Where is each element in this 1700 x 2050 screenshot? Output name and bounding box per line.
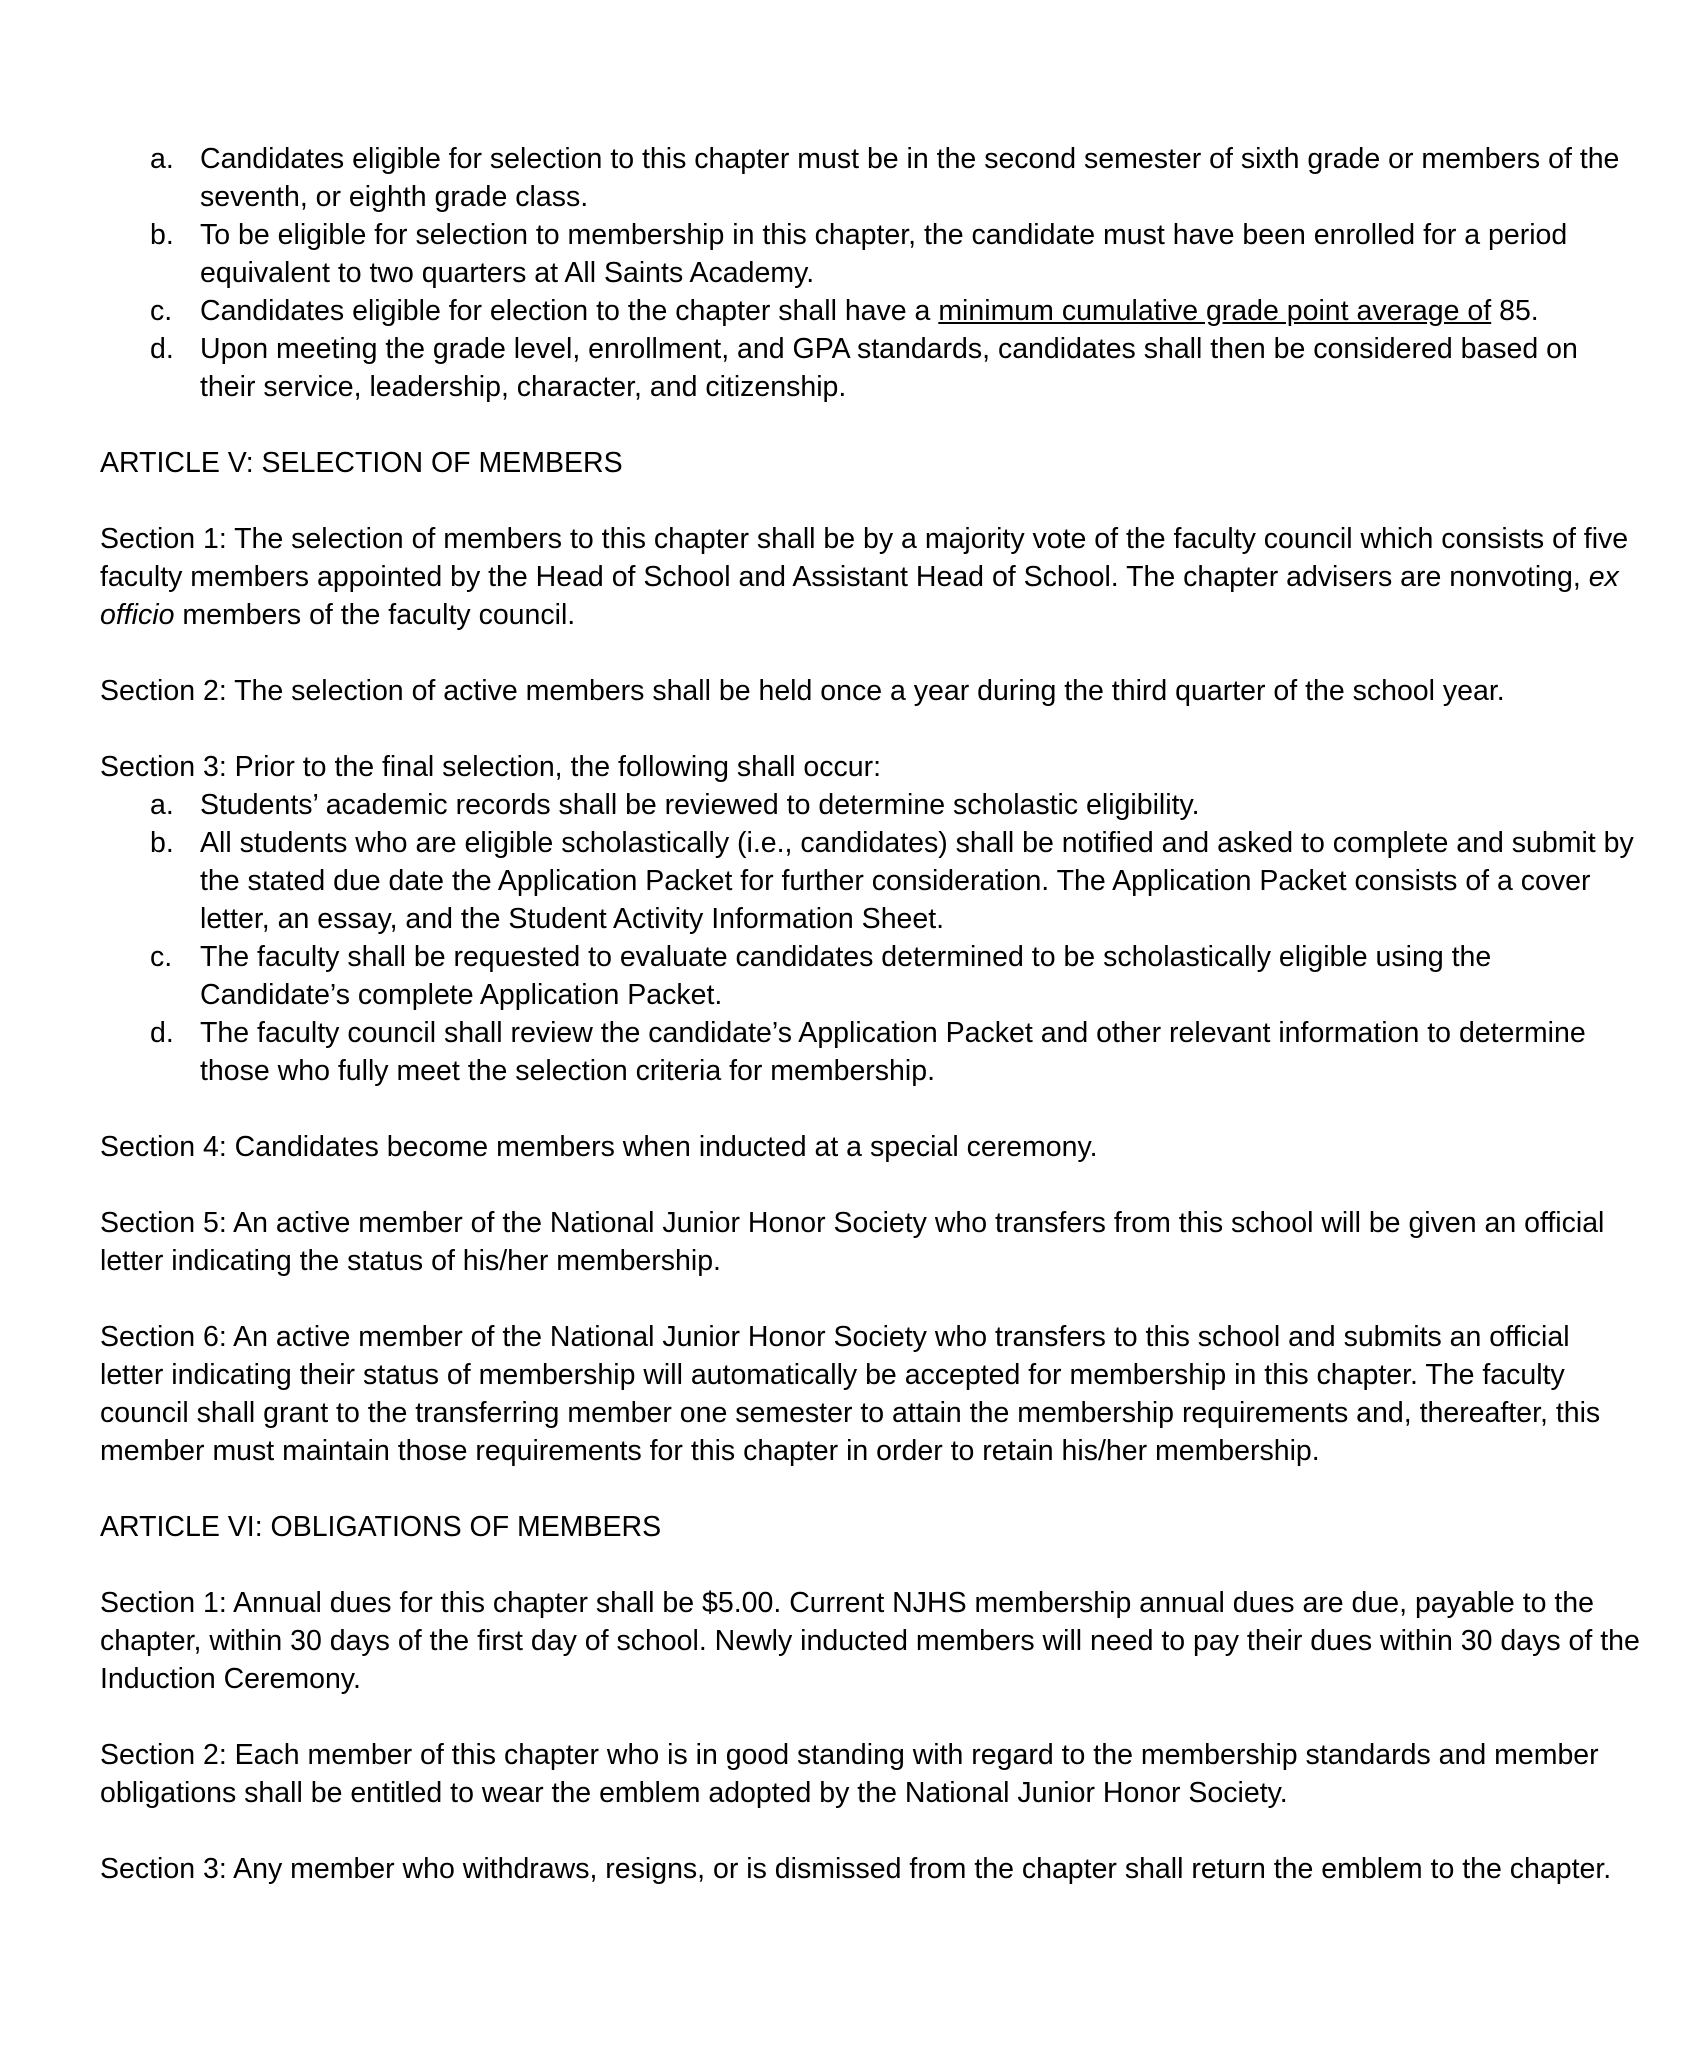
- list-item-text: The faculty shall be requested to evaluate candidates determined to be scholastically eligible using the Candidate’s complete Application Packet.: [200, 941, 1492, 1011]
- ex-officio-italic: ex officio: [100, 561, 1619, 631]
- document-page: [100, 140, 1640, 1888]
- list-marker: c.: [150, 941, 173, 973]
- section-text: members of the faculty council.: [174, 599, 576, 631]
- section-paragraph: Section 6: An active member of the National Junior Honor Society who transfers to this school and submits an official letter indicating their status of membership will automatically be accepted for membership in this chapter. The faculty council shall grant to the transferring member one semester to attain the membership requirements and, thereafter, this member must maintain those requirements for this chapter in order to retain his/her membership.: [100, 1321, 1601, 1467]
- list-item: [100, 824, 1640, 938]
- list-marker: d.: [150, 1017, 174, 1049]
- article4-criteria-list: [100, 140, 1640, 406]
- section-paragraph: Section 2: Each member of this chapter who is in good standing with regard to the membership standards and member obligations shall be entitled to wear the emblem adopted by the National Junior Honor Society.: [100, 1739, 1599, 1809]
- list-item: [100, 140, 1640, 216]
- list-marker: b.: [150, 219, 174, 251]
- list-item-text: Candidates eligible for selection to this chapter must be in the second semester of sixth grade or members of the seventh, or eighth grade class.: [200, 143, 1620, 213]
- section-paragraph: Section 1: Annual dues for this chapter shall be $5.00. Current NJHS membership annual dues are due, payable to the chapter, within 30 days of the first day of school. Newly inducted members will need to pay their dues within 30 days of the Induction Ceremony.: [100, 1587, 1640, 1695]
- list-item-text: Candidates eligible for election to the chapter shall have a: [200, 295, 939, 327]
- section-paragraph: Section 2: The selection of active members shall be held once a year during the third quarter of the school year.: [100, 675, 1505, 707]
- list-item-text: Upon meeting the grade level, enrollment, and GPA standards, candidates shall then be considered based on their service, leadership, character, and citizenship.: [200, 333, 1578, 403]
- list-marker: a.: [150, 789, 174, 821]
- gpa-requirement-underlined: minimum cumulative grade point average of: [938, 295, 1492, 327]
- list-item-text: All students who are eligible scholastically (i.e., candidates) shall be notified and asked to complete and submit by the stated due date the Application Packet for further consideration. The Application Packet consists of a cover letter, an essay, and the Student Activity Information Sheet.: [200, 827, 1634, 935]
- list-item: [100, 292, 1640, 330]
- article-heading: ARTICLE VI: OBLIGATIONS OF MEMBERS: [100, 1511, 662, 1543]
- list-item: [100, 786, 1640, 824]
- list-item: [100, 330, 1640, 406]
- section-paragraph: Section 3: Prior to the final selection, the following shall occur:: [100, 751, 881, 783]
- list-item-text: 85.: [1491, 295, 1539, 327]
- section-paragraph: Section 3: Any member who withdraws, resigns, or is dismissed from the chapter shall return the emblem to the chapter.: [100, 1853, 1612, 1885]
- selection-steps-list: [100, 786, 1640, 1090]
- list-marker: b.: [150, 827, 174, 859]
- article-heading: ARTICLE V: SELECTION OF MEMBERS: [100, 447, 623, 479]
- section-paragraph: [100, 520, 1640, 634]
- section-text: Section 1: The selection of members to this chapter shall be by a majority vote of the faculty council which consists of five faculty members appointed by the Head of School and Assistant Head of School. The chapter advisers are nonvoting,: [100, 523, 1629, 593]
- section-paragraph: Section 4: Candidates become members when inducted at a special ceremony.: [100, 1131, 1098, 1163]
- list-marker: c.: [150, 295, 173, 327]
- list-marker: a.: [150, 143, 174, 175]
- list-item: [100, 938, 1640, 1014]
- list-item-text: To be eligible for selection to membership in this chapter, the candidate must have been enrolled for a period equivalent to two quarters at All Saints Academy.: [200, 219, 1568, 289]
- section-paragraph: Section 5: An active member of the National Junior Honor Society who transfers from this school will be given an official letter indicating the status of his/her membership.: [100, 1207, 1605, 1277]
- list-item: [100, 1014, 1640, 1090]
- list-marker: d.: [150, 333, 174, 365]
- list-item-text: The faculty council shall review the candidate’s Application Packet and other relevant information to determine those who fully meet the selection criteria for membership.: [200, 1017, 1586, 1087]
- list-item-text: Students’ academic records shall be reviewed to determine scholastic eligibility.: [200, 789, 1200, 821]
- list-item: [100, 216, 1640, 292]
